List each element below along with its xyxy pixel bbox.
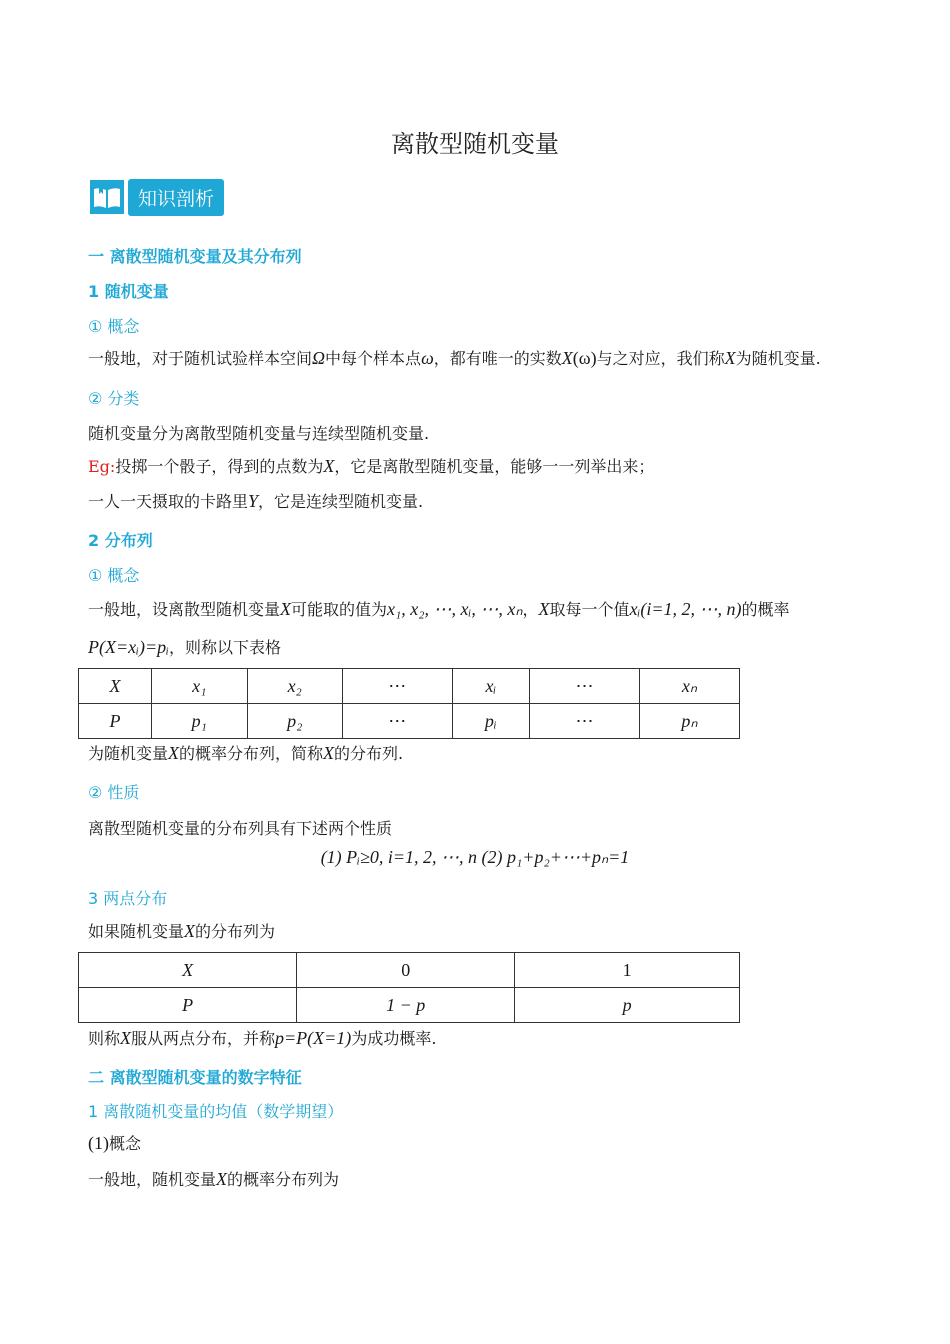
open-book-icon [90,180,124,214]
paragraph-example-dice: Eg:投掷一个骰子，得到的点数为X，它是离散型随机变量，能够一一列举出来； [88,456,655,476]
page-title: 离散型随机变量 [391,130,559,158]
table-cell: ⋯ [342,669,452,704]
section-heading-1: 一 离散型随机变量及其分布列 [88,247,302,266]
table-cell: ⋯ [342,704,452,739]
formula-properties: (1) Pᵢ≥0, i=1, 2, ⋯, n (2) p₁+p₂+⋯+pₙ=1 [320,847,630,867]
table-row [79,988,740,1023]
table-cell: x₂ [247,669,342,704]
distribution-table [78,668,740,739]
table-cell: 0 [297,953,515,988]
subheading-concept-3: (1)概念 [88,1133,142,1153]
paragraph-two-point-def: 则称X服从两点分布，并称p=P(X=1)为成功概率. [88,1028,437,1048]
subheading-expectation: 1 离散随机变量的均值（数学期望） [88,1102,344,1121]
paragraph-classification: 随机变量分为离散型随机变量与连续型随机变量. [88,424,430,443]
badge-label: 知识剖析 [128,179,224,216]
table-row [79,669,740,704]
section-heading-2: 二 离散型随机变量的数字特征 [88,1068,302,1087]
paragraph-probability: P(X=xᵢ)=pᵢ，则称以下表格 [88,637,281,657]
paragraph-expectation-intro: 一般地，随机变量X的概率分布列为 [88,1169,340,1189]
table-cell: P [79,988,297,1023]
two-point-table [78,952,740,1023]
table-cell: X [79,953,297,988]
paragraph-distribution-name: 为随机变量X的概率分布列，简称X的分布列. [88,743,404,763]
table-cell: 1 − p [297,988,515,1023]
table-cell: p [515,988,740,1023]
subheading-random-variable: 1 随机变量 [88,282,169,301]
table-cell: ⋯ [530,669,640,704]
table-cell: pᵢ [452,704,530,739]
paragraph-two-point-intro: 如果随机变量X的分布列为 [88,921,276,941]
paragraph-definition: 一般地，对于随机试验样本空间Ω中每个样本点ω，都有唯一的实数X(ω)与之对应，我们称X为随机变量. [88,348,821,368]
table-row [79,704,740,739]
subheading-concept-2: ① 概念 [88,566,140,585]
subheading-distribution: 2 分布列 [88,531,153,550]
table-cell: xᵢ [452,669,530,704]
subheading-concept-1: ① 概念 [88,317,140,336]
table-cell: xₙ [639,669,739,704]
table-cell: ⋯ [530,704,640,739]
paragraph-example-calories: 一人一天摄取的卡路里Y，它是连续型随机变量. [88,491,424,511]
table-cell: x₁ [152,669,247,704]
table-cell: P [79,704,152,739]
table-cell: 1 [515,953,740,988]
section-badge [90,178,224,216]
paragraph-properties: 离散型随机变量的分布列具有下述两个性质 [88,819,393,838]
table-cell: pₙ [639,704,739,739]
subheading-classification: ② 分类 [88,389,140,408]
subheading-properties: ② 性质 [88,783,140,802]
table-cell: p₁ [152,704,247,739]
subheading-two-point: 3 两点分布 [88,889,168,908]
table-row [79,953,740,988]
table-cell: X [79,669,152,704]
table-cell: p₂ [247,704,342,739]
paragraph-distribution-def: 一般地，设离散型随机变量X可能取的值为x₁, x₂, ⋯, xᵢ, ⋯, xₙ，X取每一个值xᵢ(i=1, 2, ⋯, n)的概率 [88,599,790,619]
